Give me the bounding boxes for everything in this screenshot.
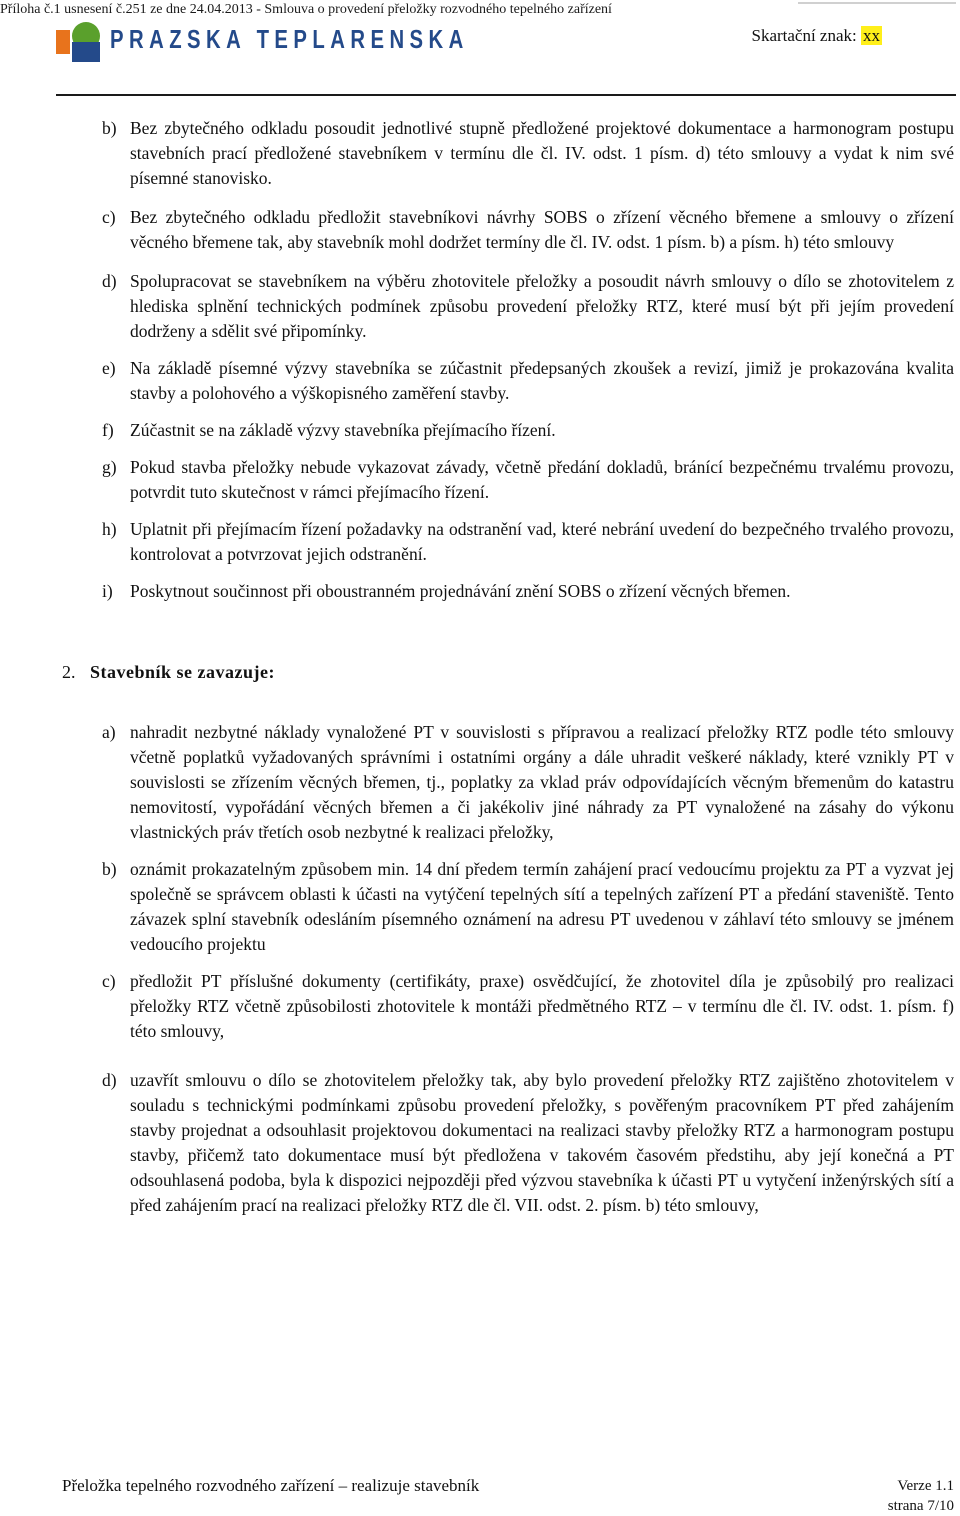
list-marker: e) [102,358,116,378]
list-marker: d) [102,1070,117,1090]
list-marker: a) [102,722,116,742]
builder-obligations-list [102,720,954,1218]
footer-version: Verze 1.1 [897,1478,954,1494]
list-marker: b) [102,859,117,879]
list-text: Uplatnit při přejímacím řízení požadavky na odstranění vad, které nebrání uvedení do bezpečného trvalého provozu, kontrolovat a potvrzovat jejich odstranění. [130,519,954,564]
list-marker: i) [102,581,113,601]
list-item-d [102,269,954,344]
list-item-f [102,418,954,443]
logo-text: PRAZSKA TEPLARENSKA [110,24,469,54]
list-marker: h) [102,519,117,539]
list-item-b [102,857,954,957]
section-number: 2. [62,662,76,682]
attachment-line: Příloha č.1 usnesení č.251 ze dne 24.04.2013 - Smlouva o provedení přeložky rozvodného tepelného zařízení [0,2,612,17]
section-title: Stavebník se zavazuje: [90,662,275,682]
list-text: Poskytnout součinnost při oboustranném projednávání znění SOBS o zřízení věcných břemen. [130,581,791,601]
list-text: Pokud stavba přeložky nebude vykazovat závady, včetně předání dokladů, bránící bezpečnému trvalému provozu, potvrdit tuto skutečnost v rámci přejímacího řízení. [130,457,954,502]
list-text: předložit PT příslušné dokumenty (certifikáty, praxe) osvědčující, že zhotovitel díla je způsobilý pro realizaci přeložky RTZ včetně způsobilosti zhotovitele k montáži předmětného RTZ – v termínu dle čl. IV. odst. 1. písm. f) této smlouvy, [130,971,954,1041]
list-text: uzavřít smlouvu o dílo se zhotovitelem přeložky tak, aby bylo provedení přeložky RTZ zajištěno zhotovitelem v souladu s technickými podmínkami způsobu provedení přeložky, s pověřeným pracovníkem PT před zahájením stavby projednat a odsouhlasit projektovou dokumentaci na realizaci stavby přeložky RTZ a harmonogram postupu stavby, přičemž tato dokumentace musí být předložena v takovém časovém předstihu, aby její konečná a PT odsouhlasená podoba, byla k dispozici nejpozději před výzvou stavebníka k účasti PT u vytyčení inženýrských sítí a před zahájením prací na realizaci přeložky RTZ dle čl. VII. odst. 2. písm. b) této smlouvy, [130,1070,954,1215]
pt-obligations-list [102,116,954,604]
list-marker: c) [102,207,116,227]
list-item-d [102,1068,954,1218]
list-item-b [102,116,954,191]
list-item-e [102,356,954,406]
footer-title: Přeložka tepelného rozvodného zařízení – realizuje stavebník [62,1476,480,1495]
list-marker: c) [102,971,116,991]
footer-page-number: strana 7/10 [887,1498,954,1514]
list-item-c [102,969,954,1044]
company-logo [56,22,469,62]
section-heading [62,662,275,683]
list-text: Na základě písemné výzvy stavebníka se zúčastnit předepsaných zkoušek a revizí, jimiž je prokazována kvalita stavby a polohového a výškopisného zaměření stavby. [130,358,954,403]
list-item-h [102,517,954,567]
list-marker: f) [102,420,114,440]
list-item-c [102,205,954,255]
list-text: Zúčastnit se na základě výzvy stavebníka přejímacího řízení. [130,420,556,440]
list-text: nahradit nezbytné náklady vynaložené PT v souvislosti s přípravou a realizací přeložky RTZ podle této smlouvy včetně poplatků vyžadovaných správními i ostatními orgány a dále uhradit veškeré náklady, které vznikly PT v souvislosti se zřízením věcných břemen, tj., poplatky za vklad práv odpovídajících věcným břemenům do katastru nemovitostí, vypořádání věcných břemen a či jakékoliv jiné náhrady za PT vynaložené na zásahy do výkonu vlastnických práv třetích osob nezbytné k realizaci přeložky, [130,722,954,842]
skartacni-label: Skartační znak: [751,26,857,45]
list-marker: d) [102,271,117,291]
logo-mark-icon [56,22,108,62]
list-marker: b) [102,118,117,138]
header-divider [56,94,956,96]
skartacni-znak [751,26,882,46]
list-item-a [102,720,954,845]
list-text: Bez zbytečného odkladu posoudit jednotlivé stupně předložené projektové dokumentace a harmonogram postupu stavebních prací předložené stavebníkem v termínu dle čl. IV. odst. 1 písm. d) této smlouvy a vydat k nim své písemné stanovisko. [130,118,954,188]
list-item-g [102,455,954,505]
top-right-rule [798,2,956,4]
list-text: Bez zbytečného odkladu předložit stavebníkovi návrhy SOBS o zřízení věcného břemene a smlouvy o zřízení věcného břemene tak, aby stavebník mohl dodržet termíny dle čl. IV. odst. 1 písm. b) a písm. h) této smlouvy [130,207,954,252]
list-item-i [102,579,954,604]
list-marker: g) [102,457,117,477]
list-text: Spolupracovat se stavebníkem na výběru zhotovitele přeložky a posoudit návrh smlouvy o dílo se zhotovitelem z hlediska splnění technických podmínek způsobu provedení přeložky RTZ, které musí být při jejím provedení dodrženy a sdělit své připomínky. [130,271,954,341]
skartacni-value: xx [863,26,880,45]
list-text: oznámit prokazatelným způsobem min. 14 dní předem termín zahájení prací vedoucímu projektu za PT a vyzvat jej společně se správcem oblasti k účasti na vytýčení tepelných sítí a tepelných zařízení PT a předání staveniště. Tento závazek splní stavebník odesláním písemného oznámení na adresu PT uvedenou v záhlaví této smlouvy se jménem vedoucího projektu [130,859,954,954]
